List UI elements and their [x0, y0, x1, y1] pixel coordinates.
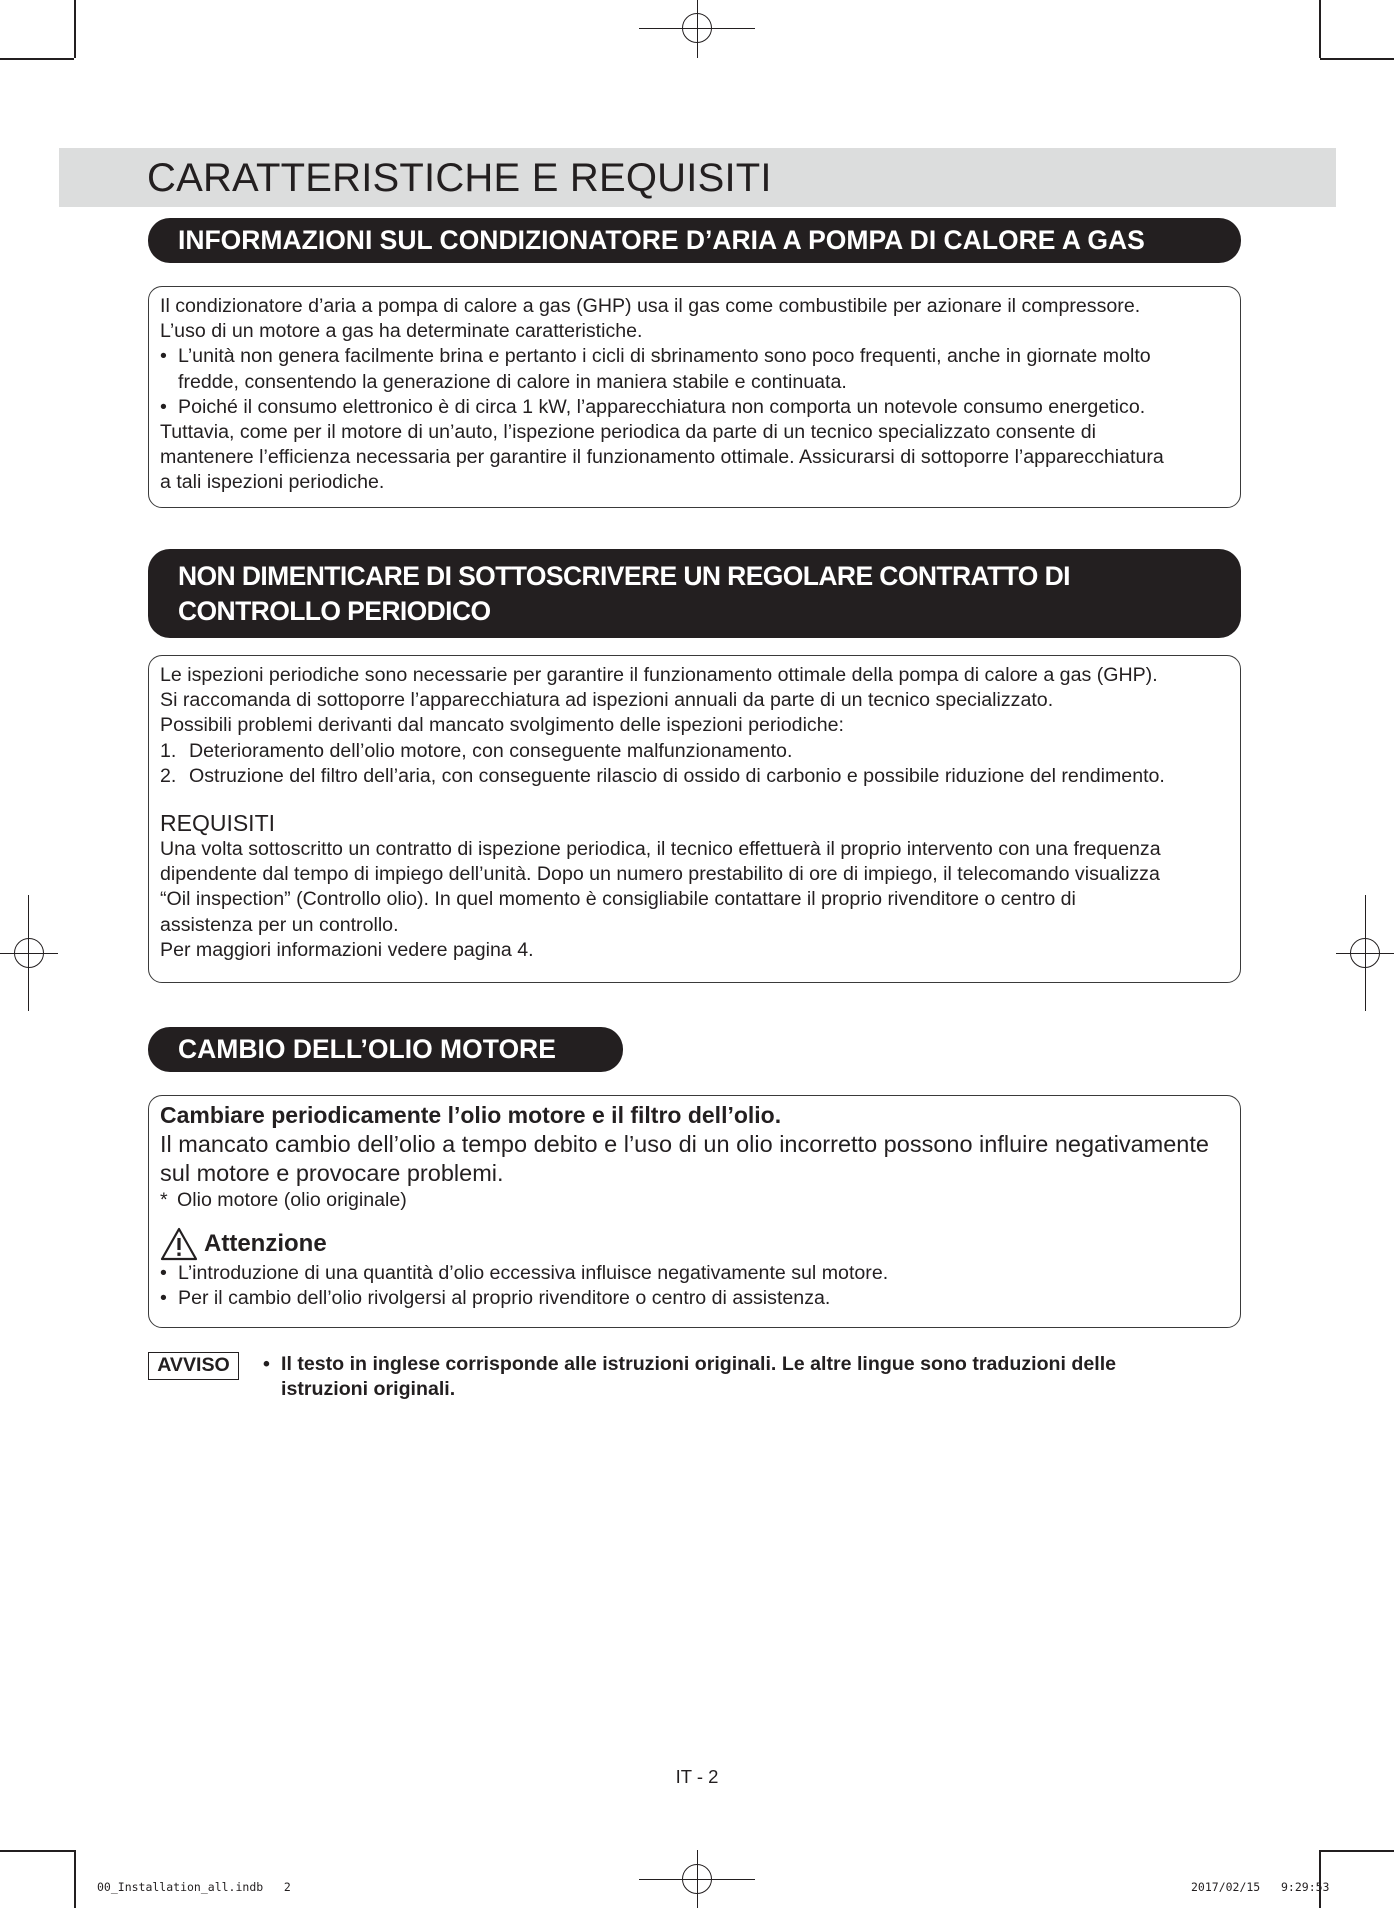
bullet-item	[160, 1286, 1229, 1311]
item-text: Deterioramento dell’olio motore, con conseguente malfunzionamento.	[189, 739, 793, 762]
warning-triangle-icon	[160, 1227, 198, 1261]
section-heading-oil-change	[148, 1027, 623, 1072]
paragraph: Possibili problemi derivanti dal mancato svolgimento delle ispezioni periodiche:	[160, 714, 844, 737]
numbered-item	[160, 764, 1229, 789]
paragraph: “Oil inspection” (Controllo olio). In quel momento è consigliabile contattare il proprio rivenditore o centro di	[160, 888, 1076, 911]
section-heading-text: CONTROLLO PERIODICO	[178, 596, 491, 626]
notice-label: AVVISO	[148, 1352, 239, 1380]
page-title: CARATTERISTICHE E REQUISITI	[147, 156, 772, 200]
paragraph: Per maggiori informazioni vedere pagina 4.	[160, 938, 534, 961]
item-number: 1.	[160, 739, 177, 762]
crop-mark	[1319, 0, 1321, 58]
paragraph: Il mancato cambio dell’olio a tempo debito e l’uso di un olio incorretto possono influire negativamente	[160, 1131, 1209, 1157]
crop-mark	[74, 1850, 76, 1908]
crop-mark	[0, 58, 74, 60]
footnote	[160, 1188, 1229, 1213]
crop-mark	[0, 1850, 74, 1852]
section-heading-text: INFORMAZIONI SUL CONDIZIONATORE D’ARIA A POMPA DI CALORE A GAS	[178, 225, 1145, 255]
paragraph: Si raccomanda di sottoporre l’apparecchiatura ad ispezioni annuali da parte di un tecnico specializzato.	[160, 689, 1054, 712]
registration-mark	[14, 938, 44, 968]
paragraph: Il condizionatore d’aria a pompa di calore a gas (GHP) usa il gas come combustibile per azionare il compressore.	[160, 295, 1141, 317]
caution-title: Attenzione	[204, 1230, 327, 1258]
paragraph: sul motore e provocare problemi.	[160, 1160, 504, 1186]
info-box-gas-heat-pump	[148, 286, 1241, 508]
footnote-mark: *	[160, 1189, 168, 1211]
bullet-text: • L’introduzione di una quantità d’olio eccessiva influisce negativamente sul motore.	[178, 1262, 889, 1285]
crop-mark	[1319, 1850, 1321, 1908]
notice-line: istruzioni originali.	[281, 1378, 456, 1401]
section-heading-text: NON DIMENTICARE DI SOTTOSCRIVERE UN REGOLARE CONTRATTO DI	[178, 561, 1070, 591]
print-slug-file: 00_Installation_all.indb 2	[97, 1880, 291, 1894]
info-box-oil-change	[148, 1095, 1241, 1328]
bullet-text: • L’unità non genera facilmente brina e pertanto i cicli di sbrinamento sono poco frequenti, anche in giornate molto	[178, 345, 1151, 368]
notice-text	[263, 1352, 1203, 1402]
paragraph: assistenza per un controllo.	[160, 913, 399, 936]
section-heading-inspection-contract	[148, 549, 1241, 638]
bullet-text: fredde, consentendo la generazione di calore in maniera stabile e continuata.	[178, 370, 847, 393]
bullet-item	[160, 344, 1229, 394]
paragraph: Le ispezioni periodiche sono necessarie per garantire il funzionamento ottimale della pompa di calore a gas (GHP).	[160, 664, 1158, 686]
crop-mark	[1320, 1850, 1394, 1852]
requirements-title: REQUISITI	[160, 810, 276, 837]
caution-heading	[160, 1227, 1229, 1261]
bullet-text: • Poiché il consumo elettronico è di circa 1 kW, l’apparecchiatura non comporta un notevole consumo energetico.	[178, 395, 1146, 418]
info-box-inspection	[148, 655, 1241, 983]
paragraph: a tali ispezioni periodiche.	[160, 471, 385, 494]
oil-change-bold-line: Cambiare periodicamente l’olio motore e il filtro dell’olio.	[160, 1102, 782, 1128]
crop-mark	[1320, 58, 1394, 60]
paragraph: Una volta sottoscritto un contratto di ispezione periodica, il tecnico effettuerà il proprio intervento con una frequenza	[160, 838, 1161, 861]
section-heading-text: CAMBIO DELL’OLIO MOTORE	[178, 1034, 556, 1064]
paragraph: mantenere l’efficienza necessaria per garantire il funzionamento ottimale. Assicurarsi di sottoporre l’apparecchiatura	[160, 446, 1164, 469]
paragraph: L’uso di un motore a gas ha determinate caratteristiche.	[160, 320, 643, 343]
crop-mark	[74, 0, 76, 58]
notice-line: • Il testo in inglese corrisponde alle istruzioni originali. Le altre lingue sono traduzioni delle	[281, 1353, 1117, 1375]
item-number: 2.	[160, 764, 177, 787]
footnote-text: Olio motore (olio originale)	[177, 1189, 407, 1211]
paragraph: dipendente dal tempo di impiego dell’unità. Dopo un numero prestabilito di ore di impiego, il telecomando visualizza	[160, 863, 1160, 886]
title-band	[59, 148, 1336, 207]
print-slug-datetime: 2017/02/15 9:29:53	[1191, 1880, 1330, 1894]
bullet-item	[160, 395, 1229, 420]
numbered-item	[160, 739, 1229, 764]
bullet-text: • Per il cambio dell’olio rivolgersi al proprio rivenditore o centro di assistenza.	[178, 1287, 831, 1310]
item-text: Ostruzione del filtro dell’aria, con conseguente rilascio di ossido di carbonio e possibile riduzione del rendimento.	[189, 764, 1165, 787]
registration-mark	[682, 1864, 712, 1894]
bullet-item	[160, 1261, 1229, 1286]
registration-mark	[682, 13, 712, 43]
paragraph: Tuttavia, come per il motore di un’auto, l’ispezione periodica da parte di un tecnico specializzato consente di	[160, 421, 1096, 444]
section-heading-gas-heat-pump	[148, 218, 1241, 263]
page-number: IT - 2	[675, 1766, 719, 1787]
registration-mark	[1350, 938, 1380, 968]
